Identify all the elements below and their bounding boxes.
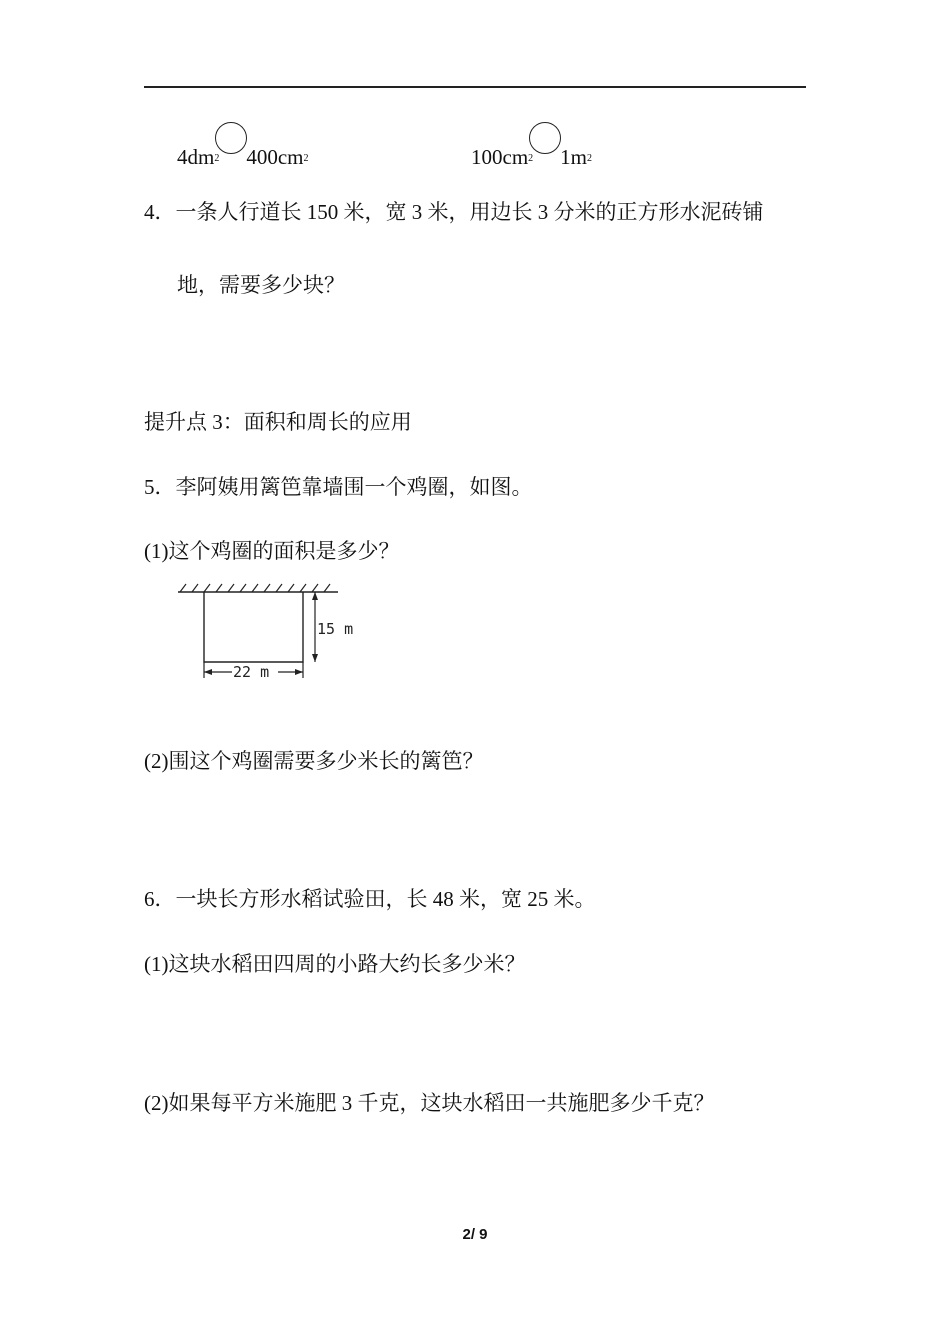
wall-hatching	[180, 584, 330, 592]
compare-right-sup-b: 2	[587, 153, 592, 164]
compare-left-sup-a: 2	[214, 153, 220, 164]
fence-outline	[204, 592, 303, 662]
compare-left-value-b: 400cm	[246, 145, 304, 169]
header-rule	[144, 86, 806, 88]
compare-left-sup-b: 2	[303, 153, 309, 164]
q5-stem: 5．李阿姨用篱笆靠墙围一个鸡圈，如图。	[144, 475, 533, 499]
q4-line1: 4．一条人行道长 150 米，宽 3 米，用边长 3 分米的正方形水泥砖铺	[144, 200, 764, 224]
q4-line2: 地，需要多少块？	[177, 273, 345, 297]
compare-circle-left[interactable]	[215, 122, 247, 154]
compare-item-left	[177, 132, 309, 176]
q6-stem: 6．一块长方形水稻试验田，长 48 米，宽 25 米。	[144, 887, 596, 911]
section-title: 提升点 3：面积和周长的应用	[144, 410, 412, 434]
compare-item-right	[471, 132, 592, 176]
width-arrow-right	[295, 669, 303, 675]
compare-right-value-a: 100cm	[471, 145, 529, 169]
q5-sub2: (2)围这个鸡圈需要多少米长的篱笆？	[144, 749, 484, 773]
height-label: 15 m	[317, 620, 354, 638]
compare-right-value-b: 1m	[560, 145, 587, 169]
width-label: 22 m	[233, 663, 270, 681]
page-number: 2/ 9	[462, 1226, 488, 1243]
compare-right-sup-a: 2	[528, 153, 534, 164]
compare-circle-right[interactable]	[529, 122, 561, 154]
q5-sub1: (1)这个鸡圈的面积是多少？	[144, 539, 400, 563]
compare-left-value-a: 4dm	[177, 145, 215, 169]
chicken-coop-figure	[170, 580, 380, 690]
width-arrow-left	[204, 669, 212, 675]
height-arrow-bottom	[312, 654, 318, 662]
q6-sub1: (1)这块水稻田四周的小路大约长多少米？	[144, 952, 526, 976]
q6-sub2: (2)如果每平方米施肥 3 千克，这块水稻田一共施肥多少千克？	[144, 1091, 715, 1115]
height-arrow-top	[312, 592, 318, 600]
